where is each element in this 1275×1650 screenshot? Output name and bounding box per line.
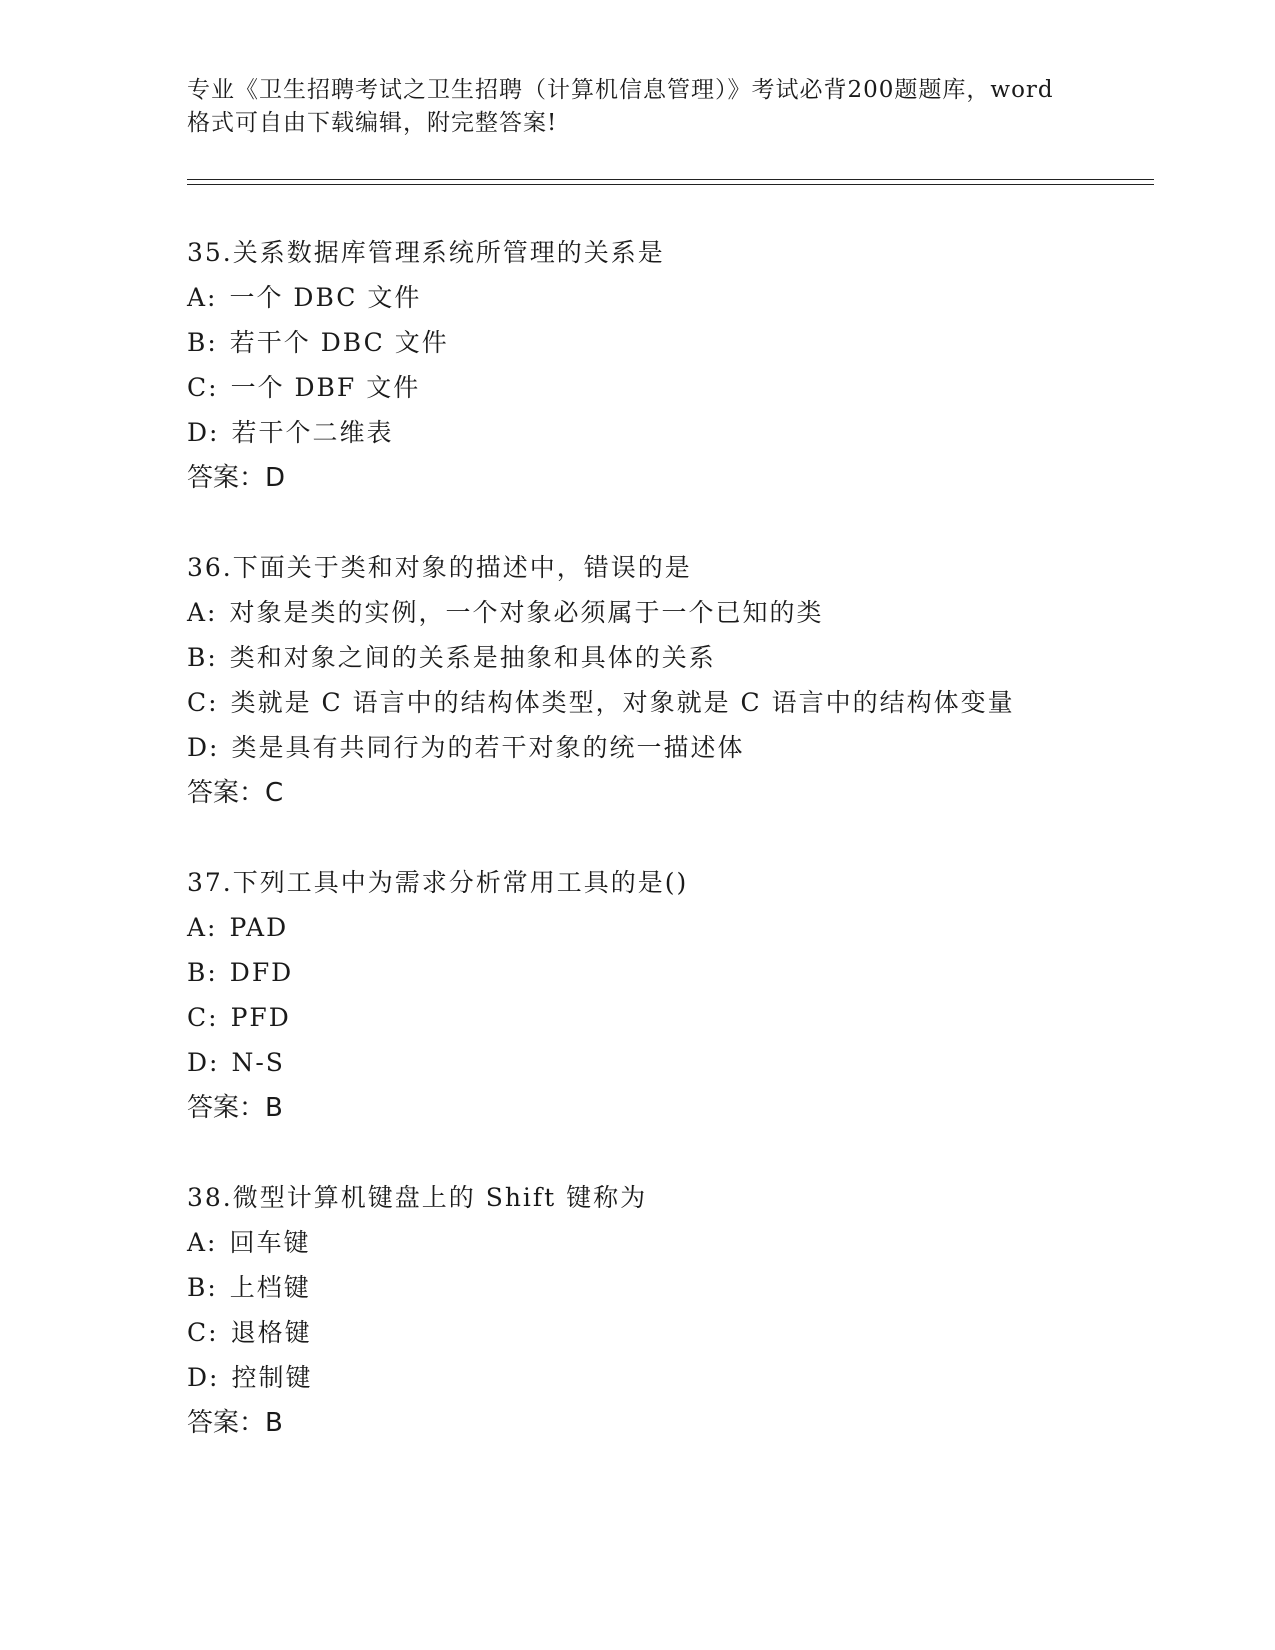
option-letter: A: (187, 913, 218, 942)
option-text: N-S (231, 1048, 285, 1077)
option-c (187, 688, 1147, 733)
option-text: 类是具有共同行为的若干对象的统一描述体 (231, 733, 745, 762)
option-letter: D: (187, 418, 220, 447)
header-line-1: 专业《卫生招聘考试之卫生招聘（计算机信息管理）》考试必背200题题库，word (187, 77, 1054, 103)
option-text: 若干个 DBC 文件 (229, 328, 449, 357)
option-letter: D: (187, 1363, 220, 1392)
option-text: 回车键 (229, 1228, 311, 1257)
option-a (187, 598, 1147, 643)
option-text: PAD (229, 913, 289, 942)
question-title: 38.微型计算机键盘上的 Shift 键称为 (187, 1183, 648, 1212)
option-letter: D: (187, 733, 220, 762)
header-divider-top (187, 179, 1154, 180)
option-text: 上档键 (229, 1273, 311, 1302)
question-36 (187, 553, 1147, 823)
option-letter: A: (187, 283, 218, 312)
option-a (187, 913, 1147, 958)
header-line-2: 格式可自由下载编辑，附完整答案! (187, 110, 558, 136)
option-letter: B: (187, 958, 218, 987)
option-letter: A: (187, 598, 218, 627)
option-b (187, 328, 1147, 373)
option-d (187, 418, 1147, 463)
option-text: 若干个二维表 (231, 418, 394, 447)
option-text: PFD (230, 1003, 291, 1032)
option-b (187, 1273, 1147, 1318)
option-letter: C: (187, 373, 219, 402)
option-letter: B: (187, 328, 218, 357)
option-a (187, 1228, 1147, 1273)
option-text: 一个 DBF 文件 (230, 373, 421, 402)
question-35 (187, 238, 1147, 508)
header-divider-bottom (187, 184, 1154, 185)
option-d (187, 733, 1147, 778)
option-b (187, 958, 1147, 1003)
option-letter: B: (187, 643, 218, 672)
option-text: DFD (229, 958, 294, 987)
option-letter: C: (187, 1318, 219, 1347)
option-d (187, 1363, 1147, 1408)
option-text: 类和对象之间的关系是抽象和具体的关系 (229, 643, 716, 672)
question-title: 35.关系数据库管理系统所管理的关系是 (187, 238, 665, 267)
option-letter: B: (187, 1273, 218, 1302)
answer-text: 答案：C (187, 778, 284, 808)
option-text: 控制键 (231, 1363, 313, 1392)
question-37 (187, 868, 1147, 1138)
option-c (187, 373, 1147, 418)
option-letter: D: (187, 1048, 220, 1077)
option-text: 退格键 (230, 1318, 312, 1347)
option-text: 一个 DBC 文件 (229, 283, 422, 312)
option-text: 类就是 C 语言中的结构体类型，对象就是 C 语言中的结构体变量 (230, 688, 1015, 717)
option-a (187, 283, 1147, 328)
option-text: 对象是类的实例，一个对象必须属于一个已知的类 (229, 598, 824, 627)
option-letter: C: (187, 688, 219, 717)
question-38 (187, 1183, 1147, 1453)
answer-text: 答案：D (187, 463, 286, 493)
answer-text: 答案：B (187, 1408, 283, 1438)
option-d (187, 1048, 1147, 1093)
option-letter: C: (187, 1003, 219, 1032)
question-title: 37.下列工具中为需求分析常用工具的是() (187, 868, 689, 897)
option-letter: A: (187, 1228, 218, 1257)
option-b (187, 643, 1147, 688)
answer-text: 答案：B (187, 1093, 283, 1123)
question-title: 36.下面关于类和对象的描述中，错误的是 (187, 553, 692, 582)
option-c (187, 1318, 1147, 1363)
document-header (187, 74, 1097, 140)
option-c (187, 1003, 1147, 1048)
